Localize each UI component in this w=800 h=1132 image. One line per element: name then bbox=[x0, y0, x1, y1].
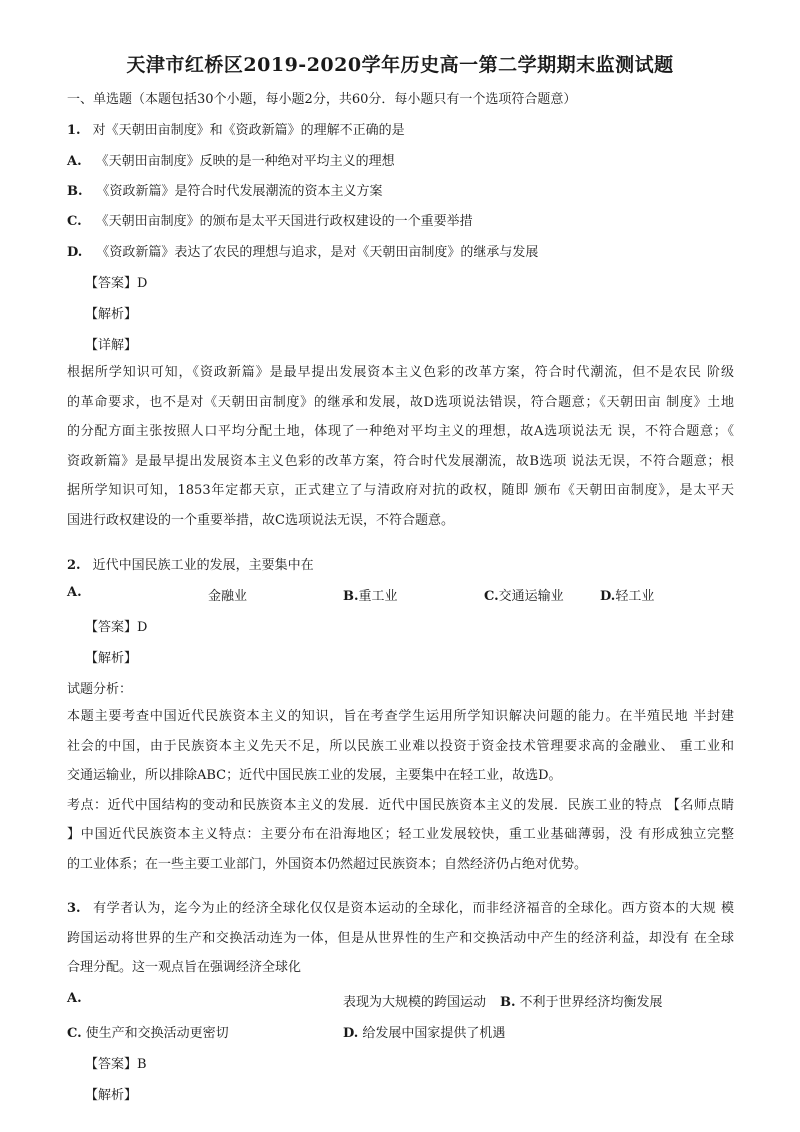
option-label: A. bbox=[67, 154, 82, 169]
option-label: D. bbox=[600, 589, 616, 604]
question-3 bbox=[67, 894, 734, 983]
q1-analysis-label: 【解析】 bbox=[85, 307, 138, 322]
question-2 bbox=[67, 554, 314, 573]
option-label: C. bbox=[67, 1026, 82, 1041]
option-label: D. bbox=[343, 1026, 359, 1041]
option-text: 不利于世界经济均衡发展 bbox=[519, 995, 663, 1010]
q2-option-a-label: A. bbox=[67, 585, 82, 600]
explanation-line: 国进行政权建设的一个重要举措，故C选项说法无误，不符合题意。 bbox=[67, 512, 454, 528]
q1-option-d bbox=[67, 241, 538, 260]
option-label: D. bbox=[67, 245, 83, 260]
option-text: 给发展中国家提供了机遇 bbox=[362, 1026, 506, 1041]
question-stem-text: 有学者认为，迄今为止的经济全球化仅仅是资本运动的全球化，而非经济福音的全球化。西方资本的大规 模 bbox=[92, 901, 734, 916]
q2-explanation bbox=[67, 702, 734, 879]
q3-option-d bbox=[343, 1022, 505, 1041]
q1-answer: 【答案】D bbox=[85, 276, 148, 291]
q1-option-a bbox=[67, 150, 395, 169]
option-label: B. bbox=[343, 589, 359, 604]
q2-trial-label: 试题分析： bbox=[67, 682, 133, 697]
q1-option-b bbox=[67, 180, 383, 199]
q1-option-c bbox=[67, 210, 473, 229]
explanation-line: 】中国近代民族资本主义特点：主要分布在沿海地区；轻工业发展较快，重工业基础薄弱，没 有形成独立完整 bbox=[67, 827, 734, 842]
q2-option-d bbox=[600, 585, 654, 604]
question-1 bbox=[67, 119, 405, 138]
explanation-line: 资政新篇》是最早提出发展资本主义色彩的改革方案，符合时代发展潮流，故B选项 说法无误，不符合题意；根 bbox=[67, 453, 734, 469]
option-label: B. bbox=[67, 184, 83, 199]
q2-answer: 【答案】D bbox=[85, 620, 148, 635]
page-title: 天津市红桥区2019-2020学年历史高一第二学期期末监测试题 bbox=[126, 54, 674, 76]
option-label: C. bbox=[67, 214, 82, 229]
option-text: 重工业 bbox=[358, 589, 398, 604]
q1-explanation bbox=[67, 358, 734, 535]
q3-option-a-text: 表现为大规模的跨国运动 bbox=[343, 995, 487, 1010]
explanation-line: 交通运输业，所以排除ABC；近代中国民族工业的发展，主要集中在轻工业，故选D。 bbox=[67, 768, 562, 783]
option-text: 交通运输业 bbox=[498, 589, 564, 604]
explanation-line: 的工业体系；在一些主要工业部门，外国资本仍然超过民族资本；自然经济仍占绝对优势。 bbox=[67, 856, 588, 872]
question-stem: 近代中国民族工业的发展，主要集中在 bbox=[92, 558, 314, 573]
explanation-line: 的分配方面主张按照人口平均分配土地，体现了一种绝对平均主义的理想，故A选项说法无 误，不符合题意；《 bbox=[67, 424, 734, 439]
explanation-line: 考点：近代中国结构的变动和民族资本主义的发展．近代中国民族资本主义的发展．民族工业的特点 【名师点睛 bbox=[67, 797, 734, 813]
q2-option-a-text: 金融业 bbox=[208, 589, 248, 604]
q3-option-a-label: A. bbox=[67, 991, 82, 1006]
q3-answer: 【答案】B bbox=[85, 1057, 147, 1072]
q1-detail-label: 【详解】 bbox=[85, 338, 138, 353]
question-stem: 对《天朝田亩制度》和《资政新篇》的理解不正确的是 bbox=[92, 123, 405, 138]
option-label: B. bbox=[500, 995, 516, 1010]
option-text: 《天朝田亩制度》反映的是一种绝对平均主义的理想 bbox=[95, 154, 395, 169]
option-text: 轻工业 bbox=[615, 589, 655, 604]
question-number: 1. bbox=[67, 123, 81, 138]
explanation-line: 的革命要求，也不是对《天朝田亩制度》的继承和发展，故D选项说法错误，符合题意；《天朝田亩 制度》土地 bbox=[67, 394, 734, 410]
q2-analysis-label: 【解析】 bbox=[85, 651, 138, 666]
question-stem-line: 合理分配。这一观点旨在强调经济全球化 bbox=[67, 960, 302, 975]
question-stem-line: 跨国运动将世界的生产和交换活动连为一体，但是从世界性的生产和交换活动中产生的经济利益，却没有 在全球 bbox=[67, 930, 734, 946]
explanation-line: 根据所学知识可知，《资政新篇》是最早提出发展资本主义色彩的改革方案，符合时代潮流，但不是农民 阶级 bbox=[67, 365, 734, 380]
q2-option-b bbox=[343, 585, 398, 604]
explanation-line: 据所学知识可知，1853年定都天京，正式建立了与清政府对抗的政权，随即 颁布《天朝田亩制度》，是太平天 bbox=[67, 483, 734, 498]
q3-option-c bbox=[67, 1022, 229, 1041]
q3-option-b bbox=[500, 991, 663, 1010]
option-text: 使生产和交换活动更密切 bbox=[85, 1026, 229, 1041]
question-number: 3. bbox=[67, 901, 81, 916]
option-text: 《资政新篇》是符合时代发展潮流的资本主义方案 bbox=[96, 184, 383, 199]
option-label: C. bbox=[484, 589, 499, 604]
option-text: 《资政新篇》表达了农民的理想与追求，是对《天朝田亩制度》的继承与发展 bbox=[96, 245, 539, 260]
question-number: 2. bbox=[67, 558, 81, 573]
section-header: 一、单选题（本题包括30个小题，每小题2分，共60分．每小题只有一个选项符合题意） bbox=[67, 92, 577, 107]
q3-analysis-label: 【解析】 bbox=[85, 1088, 138, 1103]
question-stem-line bbox=[67, 894, 734, 924]
explanation-line: 社会的中国，由于民族资本主义先天不足，所以民族工业难以投资于资金技术管理要求高的金融业、 重工业和 bbox=[67, 738, 734, 754]
option-text: 《天朝田亩制度》的颁布是太平天国进行政权建设的一个重要举措 bbox=[95, 214, 473, 229]
explanation-line: 本题主要考查中国近代民族资本主义的知识，旨在考查学生运用所学知识解决问题的能力。在半殖民地 半封建 bbox=[67, 709, 734, 724]
q2-option-c bbox=[484, 585, 564, 604]
